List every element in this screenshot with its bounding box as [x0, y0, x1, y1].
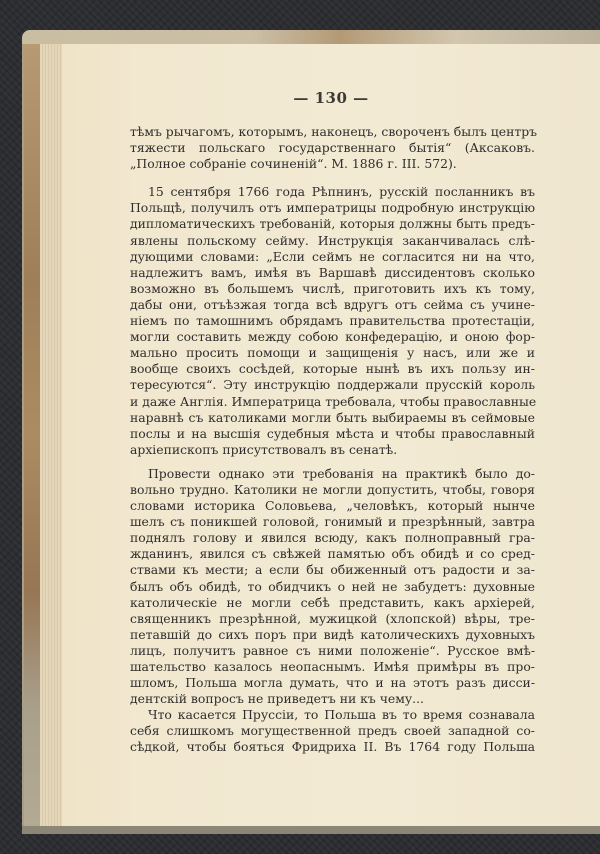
text-line: тересуются“. Эту инструкцію поддержали прусскій король — [130, 377, 535, 393]
text-line: священникъ презрѣнной, мужицкой (хлопской) вѣры, тре- — [130, 610, 535, 626]
text-line: могли составить между собою конфедерацію, и оною фор- — [130, 329, 535, 345]
text-line: шательство казалось неопаснымъ. Имѣя примѣры въ про- — [130, 659, 535, 674]
book-spine-edge — [24, 44, 40, 826]
text-line: „Полное собраніе сочиненій“. М. 1886 г. III. 572). — [130, 156, 457, 172]
text-line: наравнѣ съ католиками могли быть выбираемы въ сеймовые — [130, 409, 535, 425]
text-line: возможно въ большемъ числѣ, приготовить ихъ къ тому, — [130, 280, 535, 296]
text-line: дипломатическихъ требованій, которыя должны быть предъ- — [130, 216, 535, 232]
text-line: былъ объ обидѣ, то обидчикъ о ней не забудетъ: духовные — [130, 578, 535, 594]
text-line: Польщѣ, получилъ отъ императрицы подробную инструкцію — [130, 200, 535, 216]
book-page — [62, 44, 600, 826]
text-line: явлены польскому сейму. Инструкція заканчивалась слѣ- — [130, 232, 535, 248]
text-line: петавшій до сихъ поръ при видѣ католическихъ духовныхъ — [130, 626, 535, 642]
text-line: вольно трудно. Католики не могли допустить, чтобы, говоря — [130, 481, 535, 497]
paragraph — [130, 466, 535, 707]
paragraph — [130, 124, 538, 172]
text-line: дентскій вопросъ не приведетъ ни къ чему... — [130, 691, 424, 707]
text-line: лицъ, получитъ равное съ ними положеніе“. Русское вмѣ- — [130, 642, 535, 658]
text-line: мально просить помощи и защищенія у насъ, или же и — [130, 345, 535, 361]
text-line: ніемъ по тамошнимъ обрядамъ правительства протестаціи, — [130, 313, 535, 329]
text-line: жданинъ, явился съ свѣжей памятью объ обидѣ и со сред- — [130, 546, 535, 562]
text-line: сѣдкой, чтобы бояться Фридриха II. Въ 1764 году Польша — [130, 739, 535, 755]
book-cover-top-edge — [22, 30, 600, 44]
paragraph-spacer — [130, 458, 535, 466]
book-cover-bottom-edge — [22, 826, 600, 834]
text-line: архіепископъ присутствовалъ въ сенатѣ. — [130, 441, 398, 457]
paragraph — [130, 707, 535, 755]
text-line: дабы они, отъѣзжая тогда всѣ вдругъ отъ сейма съ учине- — [130, 296, 535, 312]
text-line: словами историка Соловьева, „человѣкъ, который нынче — [130, 498, 535, 514]
text-line: послы и на высшія судебныя мѣста и чтобы православный — [130, 425, 535, 441]
text-line: шломъ, Польша могла думать, что и на этотъ разъ дисси- — [130, 675, 535, 691]
text-line: ствами къ мести; а если бы обиженный отъ радости и за- — [130, 562, 535, 578]
text-line: Провести однако эти требованія на практикѣ было до- — [148, 465, 535, 481]
page-stack-edges — [40, 44, 62, 826]
text-line: тяжести польскаго государственнаго бытія“ (Аксаковъ. — [130, 140, 535, 156]
text-line: дующими словами: „Если сеймъ не согласится ни на что, — [130, 248, 535, 264]
page-body-text — [130, 124, 538, 756]
text-line: надлежитъ вамъ, имѣя въ Варшавѣ диссидентовъ сколько — [130, 264, 535, 280]
text-line: тѣмъ рычагомъ, которымъ, наконецъ, свороченъ былъ центръ — [130, 124, 538, 139]
page-number: — 130 — — [293, 89, 369, 107]
text-line: поднялъ голову и явился всюду, какъ полноправный гра- — [130, 530, 535, 546]
text-line: вообще своихъ сосѣдей, которые нынѣ въ ихъ пользу ин- — [130, 361, 535, 377]
text-line: Что касается Пруссіи, то Польша въ то время сознавала — [148, 707, 535, 723]
text-line: шелъ съ поникшей головой, гонимый и презрѣнный, завтра — [130, 514, 535, 530]
text-line: 15 сентября 1766 года Рѣпнинъ, русскій посланникъ въ — [148, 184, 535, 200]
text-line: себя слишкомъ могущественной предъ своей западной со- — [130, 723, 535, 739]
paragraph — [130, 184, 535, 458]
paragraph-spacer — [130, 172, 535, 184]
text-line: католическіе не могли себѣ представить, какъ архіерей, — [130, 594, 535, 610]
text-line: и даже Англія. Императрица требовала, чтобы православные — [130, 393, 537, 409]
